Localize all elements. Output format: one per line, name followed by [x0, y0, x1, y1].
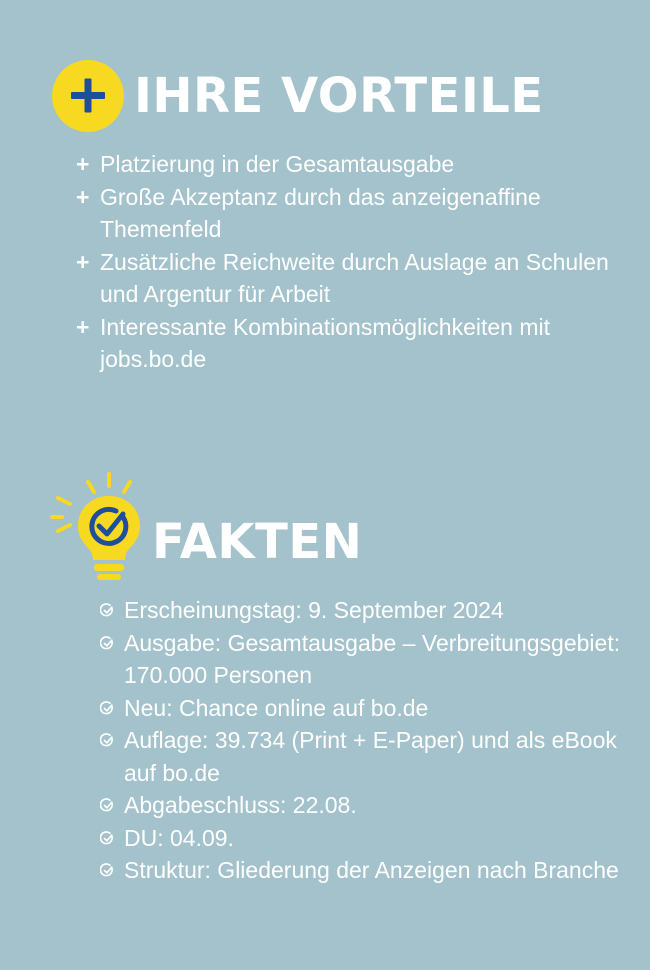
list-item: [100, 822, 640, 855]
vorteile-section: [0, 56, 650, 372]
check-circle-icon: [100, 603, 115, 618]
list-item: + Platzierung in der Gesamtausgabe: [76, 148, 636, 181]
check-circle-icon: [100, 831, 115, 846]
fakten-item-text: Struktur: Gliederung der Anzeigen nach Branche: [124, 857, 619, 883]
list-item: [100, 789, 640, 822]
fakten-item-text: Ausgabe: Gesamtausgabe – Verbreitungsgebiet: 170.000 Personen: [124, 629, 621, 688]
check-circle-icon: [100, 701, 115, 716]
list-item: + Interessante Kombinationsmöglichkeiten mit jobs.bo.de: [76, 311, 636, 376]
vorteile-list: [76, 148, 636, 376]
fakten-list: [100, 594, 640, 887]
check-circle-icon: [100, 798, 115, 813]
list-item: [100, 594, 640, 627]
check-circle-icon: [100, 636, 115, 651]
list-item: [100, 692, 640, 725]
fakten-item-text: Neu: Chance online auf bo.de: [124, 694, 429, 721]
fakten-title: FAKTEN: [152, 514, 363, 570]
fakten-item-text: Erscheinungstag: 9. September 2024: [124, 597, 504, 623]
lightbulb-check-icon: [48, 470, 144, 590]
check-circle-icon: [100, 733, 115, 748]
list-item: [100, 724, 640, 789]
fakten-item-text: Auflage: 39.734 (Print + E-Paper) und als eBook auf bo.de: [124, 727, 617, 786]
list-item: [100, 854, 640, 887]
fakten-item-text: Abgabeschluss: 22.08.: [124, 792, 357, 818]
fakten-item-text: DU: 04.09.: [124, 824, 234, 851]
list-item: + Große Akzeptanz durch das anzeigenaffine Themenfeld: [76, 181, 636, 246]
list-item: + Zusätzliche Reichweite durch Auslage an Schulen und Argentur für Arbeit: [76, 246, 636, 311]
vorteile-title: IHRE VORTEILE: [134, 68, 544, 124]
list-item: [100, 627, 640, 692]
plus-circle-icon: [52, 60, 124, 132]
vorteile-heading-row: [0, 56, 650, 136]
check-circle-icon: [100, 863, 115, 878]
